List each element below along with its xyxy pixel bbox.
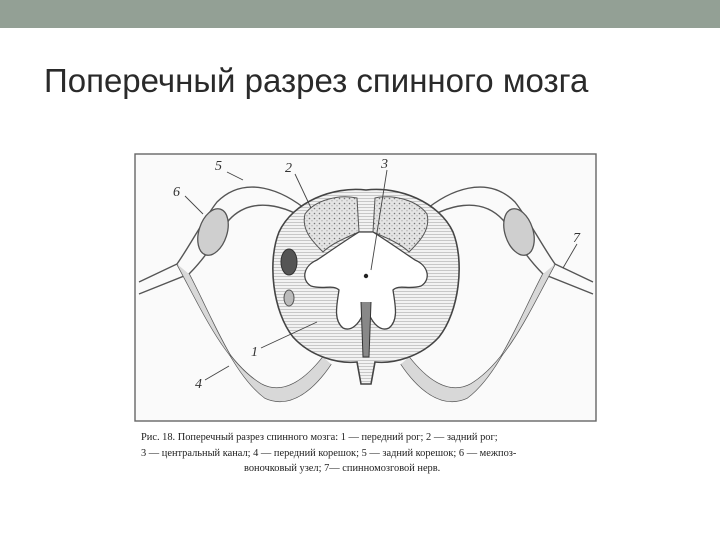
central-canal [364, 274, 368, 278]
caption-line-2: 3 — центральный канал; 4 — передний корешок; 5 — задний корешок; 6 — межпоз- [141, 447, 517, 459]
label-1: 1 [251, 345, 258, 360]
label-4: 4 [195, 377, 202, 392]
left-tract [281, 249, 297, 275]
anterior-fissure [361, 302, 371, 357]
label-3: 3 [381, 157, 388, 172]
label-2: 2 [285, 161, 292, 176]
spinal-cord-figure [133, 152, 599, 424]
slide-top-bar [0, 0, 720, 28]
caption-line-1: Рис. 18. Поперечный разрез спинного мозга: 1 — передний рог; 2 — задний рог; [141, 432, 498, 443]
label-7: 7 [573, 231, 580, 246]
left-tract-small [284, 290, 294, 306]
figure-caption [141, 430, 601, 477]
caption-line-3: воночковый узел; 7— спинномозговой нерв. [244, 463, 441, 474]
slide-title: Поперечный разрез спинного мозга [44, 62, 589, 99]
label-5: 5 [215, 159, 222, 174]
spinal-cord-diagram [133, 152, 599, 424]
label-6: 6 [173, 185, 180, 200]
